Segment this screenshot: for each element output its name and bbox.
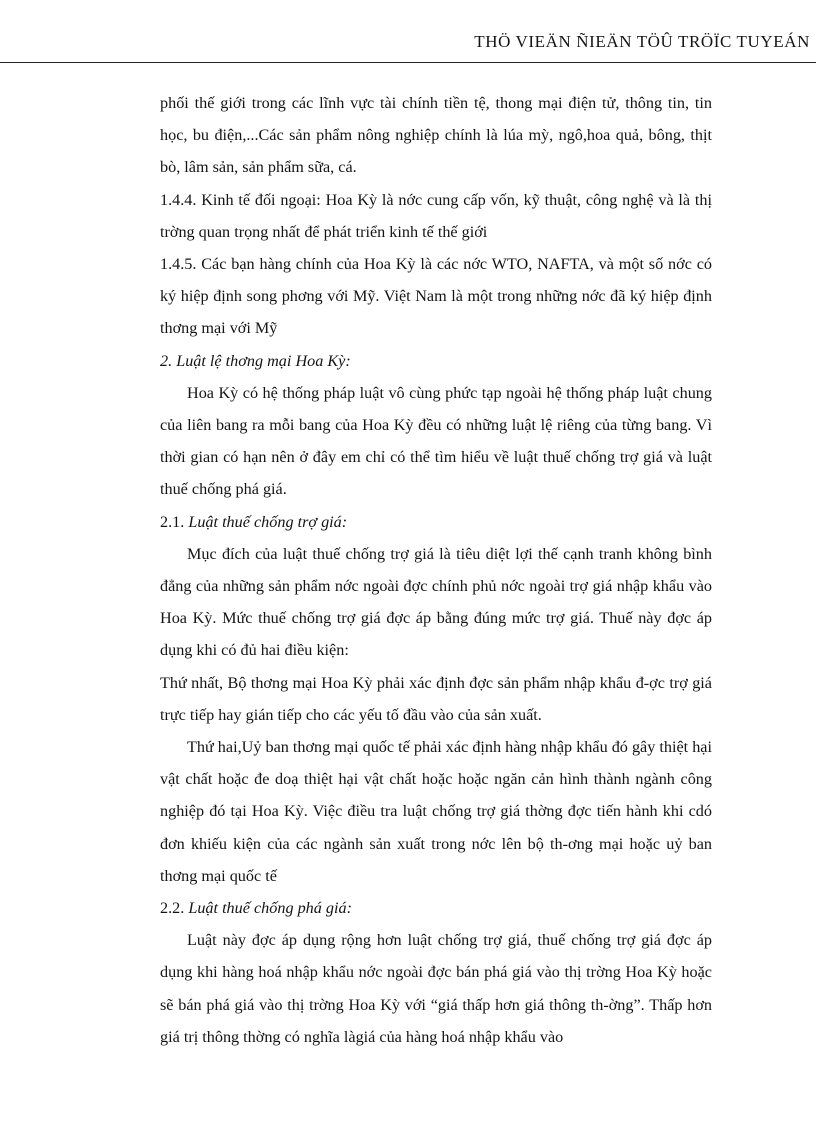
header-divider [0, 62, 816, 63]
document-body [160, 87, 712, 1053]
subsection-title: Luật thuế chống phá giá: [188, 899, 352, 918]
paragraph-foreign-economy: 1.4.4. Kinh tế đối ngoại: Hoa Kỳ là nớc cung cấp vốn, kỹ thuật, công nghệ và là thị trờng quan trọng nhất để phát triển kinh tế thế giới [160, 190, 712, 241]
paragraph-legal-system: Hoa Kỳ có hệ thống pháp luật vô cùng phức tạp ngoài hệ thống pháp luật chung của liên bang ra mỗi bang của Hoa Kỳ đều có những luật lệ riêng của từng bang. Vì thời gian có hạn nên ở đây em chỉ có thể tìm hiểu về luật thuế chống trợ giá và luật thuế chống phá giá. [160, 383, 712, 499]
subsection-heading-countervailing [160, 506, 712, 538]
paragraph-antidumping: Luật này đợc áp dụng rộng hơn luật chống trợ giá, thuế chống trợ giá đợc áp dụng khi hàng hoá nhập khẩu nớc ngoài đợc bán phá giá vào thị trờng Hoa Kỳ hoặc sẽ bán phá giá vào thị trờng Hoa Kỳ với “giá thấp hơn giá thông th-ờng”. Thấp hơn giá trị thông thờng có nghĩa làgiá của hàng hoá nhập khẩu vào [160, 931, 712, 1046]
paragraph-countervailing-purpose: Mục đích của luật thuế chống trợ giá là tiêu diệt lợi thế cạnh tranh không bình đẳng của những sản phẩm nớc ngoài đợc chính phủ nớc ngoài trợ giá nhập khẩu vào Hoa Kỳ. Mức thuế chống trợ giá đợc áp bằng đúng mức trợ giá. Thuế này đợc áp dụng khi có đủ hai điều kiện: [160, 544, 712, 660]
paragraph-second-condition: Thứ hai,Uỷ ban thơng mại quốc tế phải xác định hàng nhập khẩu đó gây thiệt hại vật chất hoặc đe doạ thiệt hại vật chất hoặc hoặc ngăn cản hình thành ngành công nghiệp đó tại Hoa Kỳ. Việc điều tra luật chống trợ giá thờng đợc tiến hành khi cdó đơn khiếu kiện của các ngành sản xuất trong nớc lên bộ th-ơng mại hoặc uỷ ban thơng mại quốc tế [160, 738, 712, 885]
first-condition-text: Thứ nhất, Bộ thơng mại Hoa Kỳ phải xác định đợc sản phẩm nhập khẩu đ-ợc trợ giá trực tiếp hay gián tiếp cho các yếu tố đầu vào của sản xuất. [160, 673, 712, 724]
subsection-heading-antidumping [160, 892, 712, 924]
page-header: THÖ VIEÄN ÑIEÄN TÖÛ TRÖÏC TUYEÁN [474, 32, 810, 51]
subsection-number: 2.2. [160, 899, 185, 918]
paragraph-first-condition [160, 667, 712, 731]
section-heading-trade-law: 2. Luật lệ thơng mại Hoa Kỳ: [160, 351, 351, 370]
paragraph-products: phối thế giới trong các lĩnh vực tài chính tiền tệ, thong mại điện tử, thông tin, tin học, bu điện,...Các sản phẩm nông nghiệp chính là lúa mỳ, ngô,hoa quả, bông, thịt bò, lâm sản, sản phẩm sữa, cá. [160, 94, 712, 177]
subsection-title: Luật thuế chống trợ giá: [188, 512, 348, 531]
subsection-number: 2.1. [160, 512, 185, 531]
paragraph-trade-partners: 1.4.5. Các bạn hàng chính của Hoa Kỳ là các nớc WTO, NAFTA, và một số nớc có ký hiệp định song phơng với Mỹ. Việt Nam là một trong những nớc đã ký hiệp định thơng mại với Mỹ [160, 255, 712, 338]
